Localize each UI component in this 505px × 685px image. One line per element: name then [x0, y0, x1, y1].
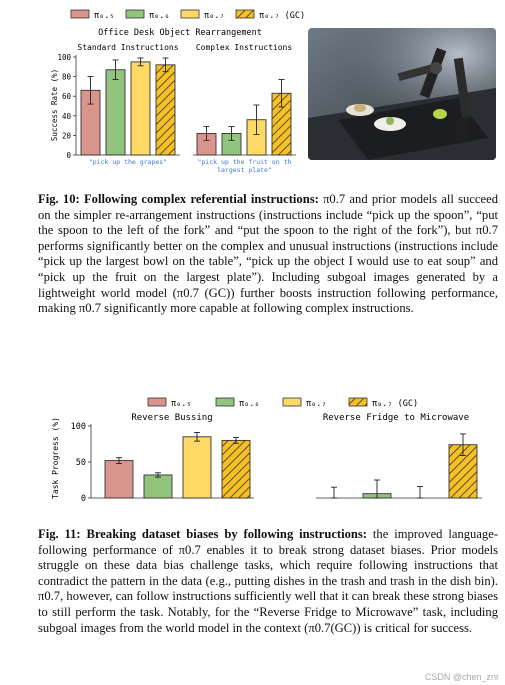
subplot1-bar-3: [156, 65, 175, 155]
legend2-swatch-pi06: [216, 398, 234, 406]
robot-arm-photo: [308, 28, 496, 160]
subplot1-ytick-label: 20: [61, 131, 71, 141]
subplot1-ytick-label: 80: [61, 72, 71, 82]
caption11-label: Fig. 11:: [38, 527, 81, 541]
figure1-title: Office Desk Object Rearrangement: [98, 28, 262, 38]
caption11-text: the improved language-following performance of π0.7 enables it to break strong dataset biases. Prior models struggle on these data bias challenge tasks, which require following instructions that contradict the pattern in the data (e.g., putting dishes in the trash and trash in the dish bin). π0.7, however, can follow instructions sufficiently well that it can break these strong biases to still perform the task. Notably, for the “Reverse Fridge to Microwave” task, including subgoal images from the world model in the context (π0.7(GC)) is critical for success.: [38, 527, 499, 635]
caption11-bold: Breaking dataset biases by following instructions:: [86, 527, 368, 541]
subplot1-ytick-label: 40: [61, 111, 71, 121]
legend-label-pi06: π₀.₆: [149, 11, 170, 21]
legend2-label-pi05: π₀.₅: [171, 399, 192, 409]
legend-swatch-pi07: [181, 10, 199, 18]
legend-swatch-pi06: [126, 10, 144, 18]
subplot3-ytick-label: 0: [80, 494, 86, 504]
legend2-label-pi07: π₀.₇: [306, 399, 327, 409]
caption10-label: Fig. 10:: [38, 192, 80, 206]
caption10-text: π0.7 and prior models all succeed on the simpler re-arrangement instructions (instructions include “pick up the spoon”, “put the spoon to the left of the fork” and “put the spoon to the right of the fork”), but π0.7 performs significantly better on the complex and unusual instructions (instructions include “pick up the largest bowl on the table”, “pick up the object I would use to eat soup” and “pick up the fruit on the largest plate”). Including subgoal images generated by a lightweight world model (π0.7 (GC)) further boosts instruction following performance, making π0.7 significantly more capable at following complex instructions.: [38, 192, 498, 316]
subplot1-bar-2: [131, 62, 150, 155]
subplot3-ytick-label: 100: [70, 422, 86, 432]
subplot2-title: Complex Instructions: [195, 43, 293, 52]
subplot3-bar-0: [105, 461, 133, 498]
legend2-swatch-pi07gc: [349, 398, 367, 406]
y-axis-label-2: Task Progress (%): [51, 417, 60, 499]
legend-2: [148, 398, 418, 409]
watermark: CSDN @chen_znr: [424, 672, 499, 682]
legend-label-pi05: π₀.₅: [94, 11, 115, 21]
legend-1: [71, 10, 305, 21]
legend2-label-pi07gc: π₀.₇ (GC): [372, 399, 419, 409]
figure-11-caption: [38, 527, 498, 636]
subplot3-title: Reverse Bussing: [131, 413, 213, 423]
legend-swatch-pi07gc: [236, 10, 254, 18]
subplot1-ytick-label: 0: [66, 151, 71, 160]
subplot4-title: Reverse Fridge to Microwave: [322, 413, 470, 423]
subplot1-xlabel: "pick up the grapes": [88, 158, 168, 166]
legend2-label-pi06: π₀.₆: [239, 399, 260, 409]
legend-swatch-pi05: [71, 10, 89, 18]
subplot3-bar-1: [144, 475, 172, 498]
subplot1-ytick-label: 100: [57, 53, 71, 62]
legend-label-pi07gc: π₀.₇ (GC): [259, 11, 306, 21]
legend-label-pi07: π₀.₇: [204, 11, 225, 21]
subplot1-ytick-label: 60: [61, 92, 71, 102]
figure-11-chart: [0, 388, 505, 518]
subplot1-title: Standard Instructions: [77, 43, 179, 52]
legend2-swatch-pi07: [283, 398, 301, 406]
legend2-swatch-pi05: [148, 398, 166, 406]
subplot3-bar-2: [183, 437, 211, 498]
subplot2-xlabel: largest plate": [217, 166, 272, 174]
subplot3-ytick-label: 50: [75, 458, 86, 468]
subplot3-bar-3: [222, 440, 250, 498]
y-axis-label-1: Success Rate (%): [50, 68, 59, 142]
caption10-bold: Following complex referential instructions:: [83, 192, 319, 206]
subplot2-xlabel: "pick up the fruit on th: [197, 158, 292, 166]
figure-10-caption: [38, 192, 498, 317]
subplot1-bar-1: [106, 70, 125, 155]
